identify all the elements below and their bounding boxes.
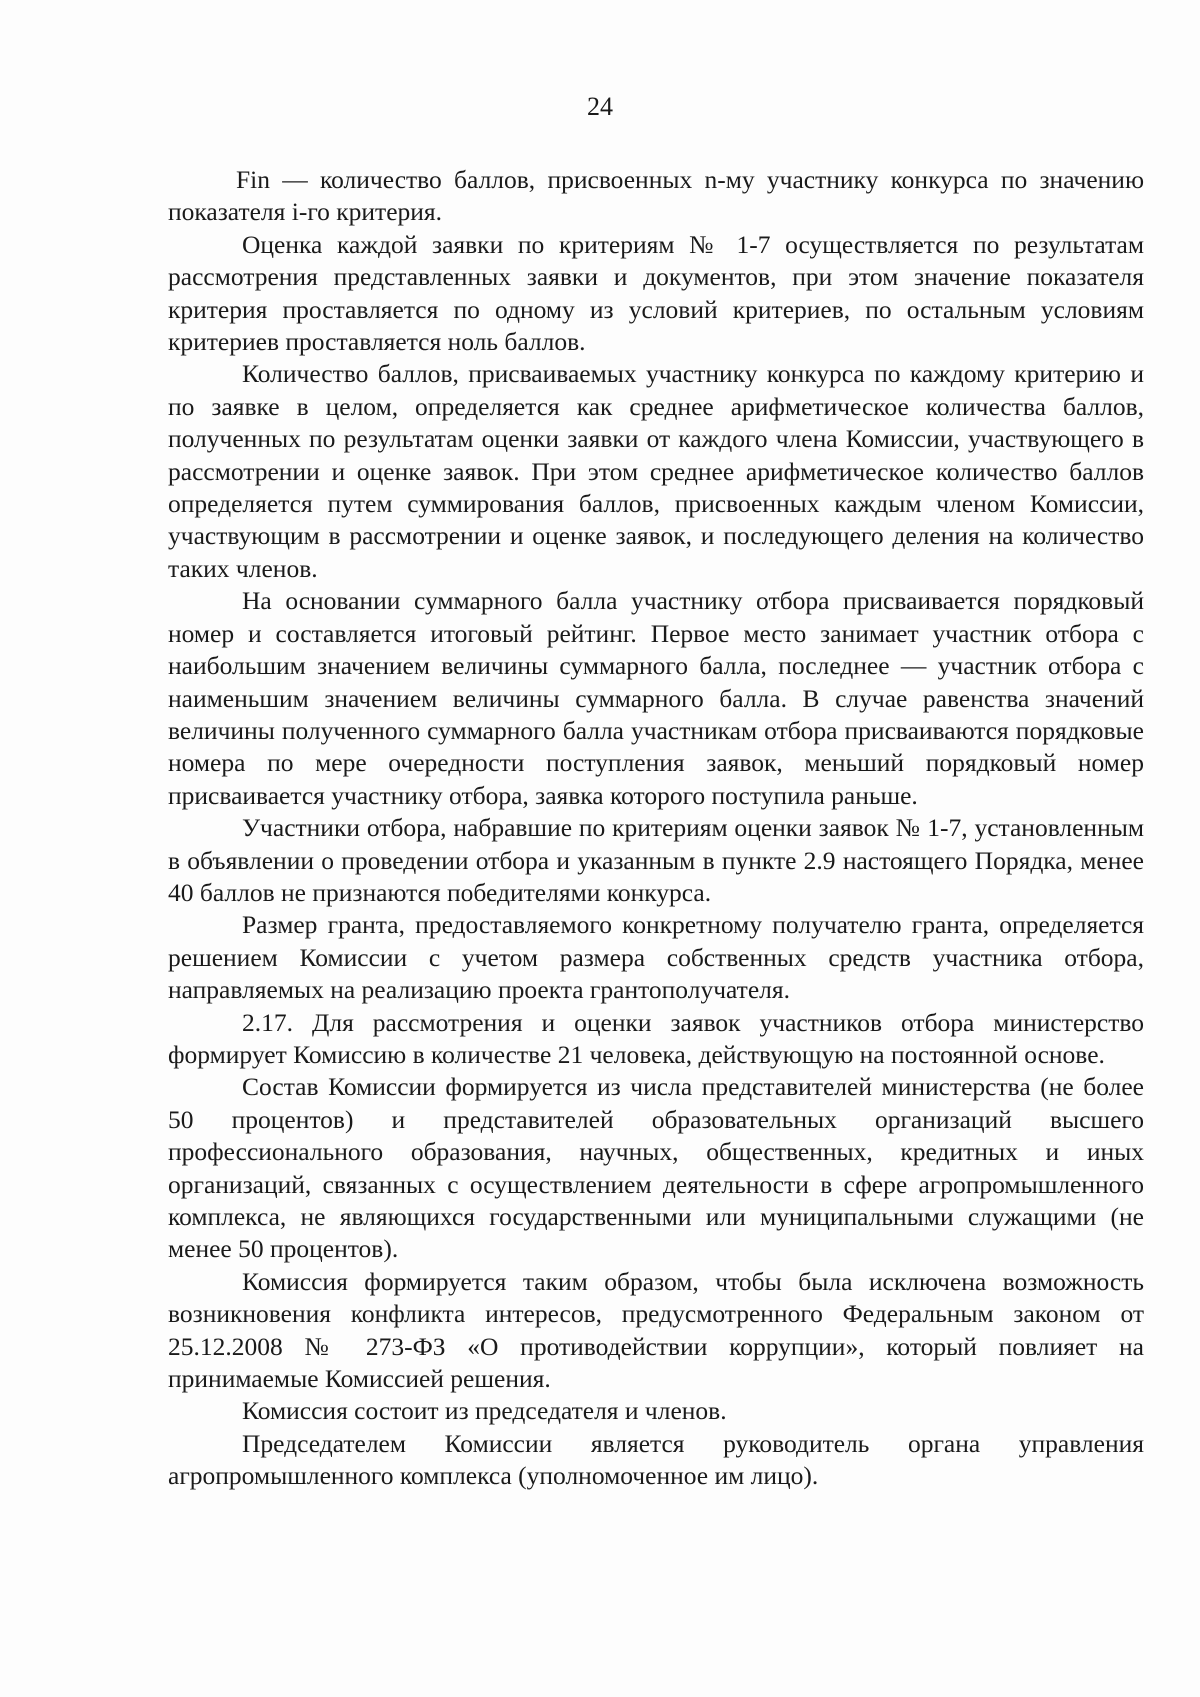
paragraph-evaluation-criteria: Оценка каждой заявки по критериям № 1-7 осуществляется по результатам рассмотрения представленных заявки и документов, при этом значение показателя критерия проставляется по одному из условий критериев, по остальным условиям критериев проставляется ноль баллов. — [168, 229, 1144, 357]
page-number: 24 — [587, 92, 613, 121]
document-body — [168, 164, 1144, 1493]
paragraph-definition-fin: Fin — количество баллов, присвоенных n-му участнику конкурса по значению показателя i-го критерия. — [168, 165, 1144, 227]
paragraph-commission-members: Комиссия состоит из председателя и членов. — [242, 1396, 727, 1426]
paragraph-score-average: Количество баллов, присваиваемых участнику конкурса по каждому критерию и по заявке в целом, определяется как среднее арифметическое количества баллов, полученных по результатам оценки заявки от каждого члена Комиссии, участвующего в рассмотрении и оценке заявок. При этом среднее арифметическое количество баллов определяется путем суммирования баллов, присвоенных каждым членом Комиссии, участвующим в рассмотрении и оценке заявок, и последующего деления на количество таких членов. — [168, 359, 1144, 583]
paragraph-grant-size: Размер гранта, предоставляемого конкретному получателю гранта, определяется решением Комиссии с учетом размера собственных средств участника отбора, направляемых на реализацию проекта грантополучателя. — [168, 910, 1144, 1005]
paragraph-conflict-of-interest: Комиссия формируется таким образом, чтобы была исключена возможность возникновения конфликта интересов, предусмотренного Федеральным законом от 25.12.2008 № 273-ФЗ «О противодействии коррупции», который повлияет на принимаемые Комиссией решения. — [168, 1266, 1144, 1394]
paragraph-commission-formation: 2.17. Для рассмотрения и оценки заявок участников отбора министерство формирует Комиссию в количестве 21 человека, действующую на постоянной основе. — [168, 1007, 1144, 1069]
paragraph-rating: На основании суммарного балла участнику отбора присваивается порядковый номер и составляется итоговый рейтинг. Первое место занимает участник отбора с наибольшим значением величины суммарного балла, последнее — участник отбора с наименьшим значением величины суммарного балла. В случае равенства значений величины полученного суммарного балла участникам отбора присваиваются порядковые номера по мере очередности поступления заявок, меньший порядковый номер присваивается участнику отбора, заявка которого поступила раньше. — [168, 586, 1144, 810]
paragraph-commission-composition: Состав Комиссии формируется из числа представителей министерства (не более 50 процентов) и представителей образовательных организаций высшего профессионального образования, научных, общественных, кредитных и иных организаций, связанных с осуществлением деятельности в сфере агропромышленного комплекса, не являющихся государственными или муниципальными служащими (не менее 50 процентов). — [168, 1072, 1144, 1264]
paragraph-min-score: Участники отбора, набравшие по критериям оценки заявок № 1-7, установленным в объявлении о проведении отбора и указанным в пункте 2.9 настоящего Порядка, менее 40 баллов не признаются победителями конкурса. — [168, 813, 1144, 907]
paragraph-commission-chair: Председателем Комиссии является руководитель органа управления агропромышленного комплекса (уполномоченное им лицо). — [168, 1428, 1144, 1491]
